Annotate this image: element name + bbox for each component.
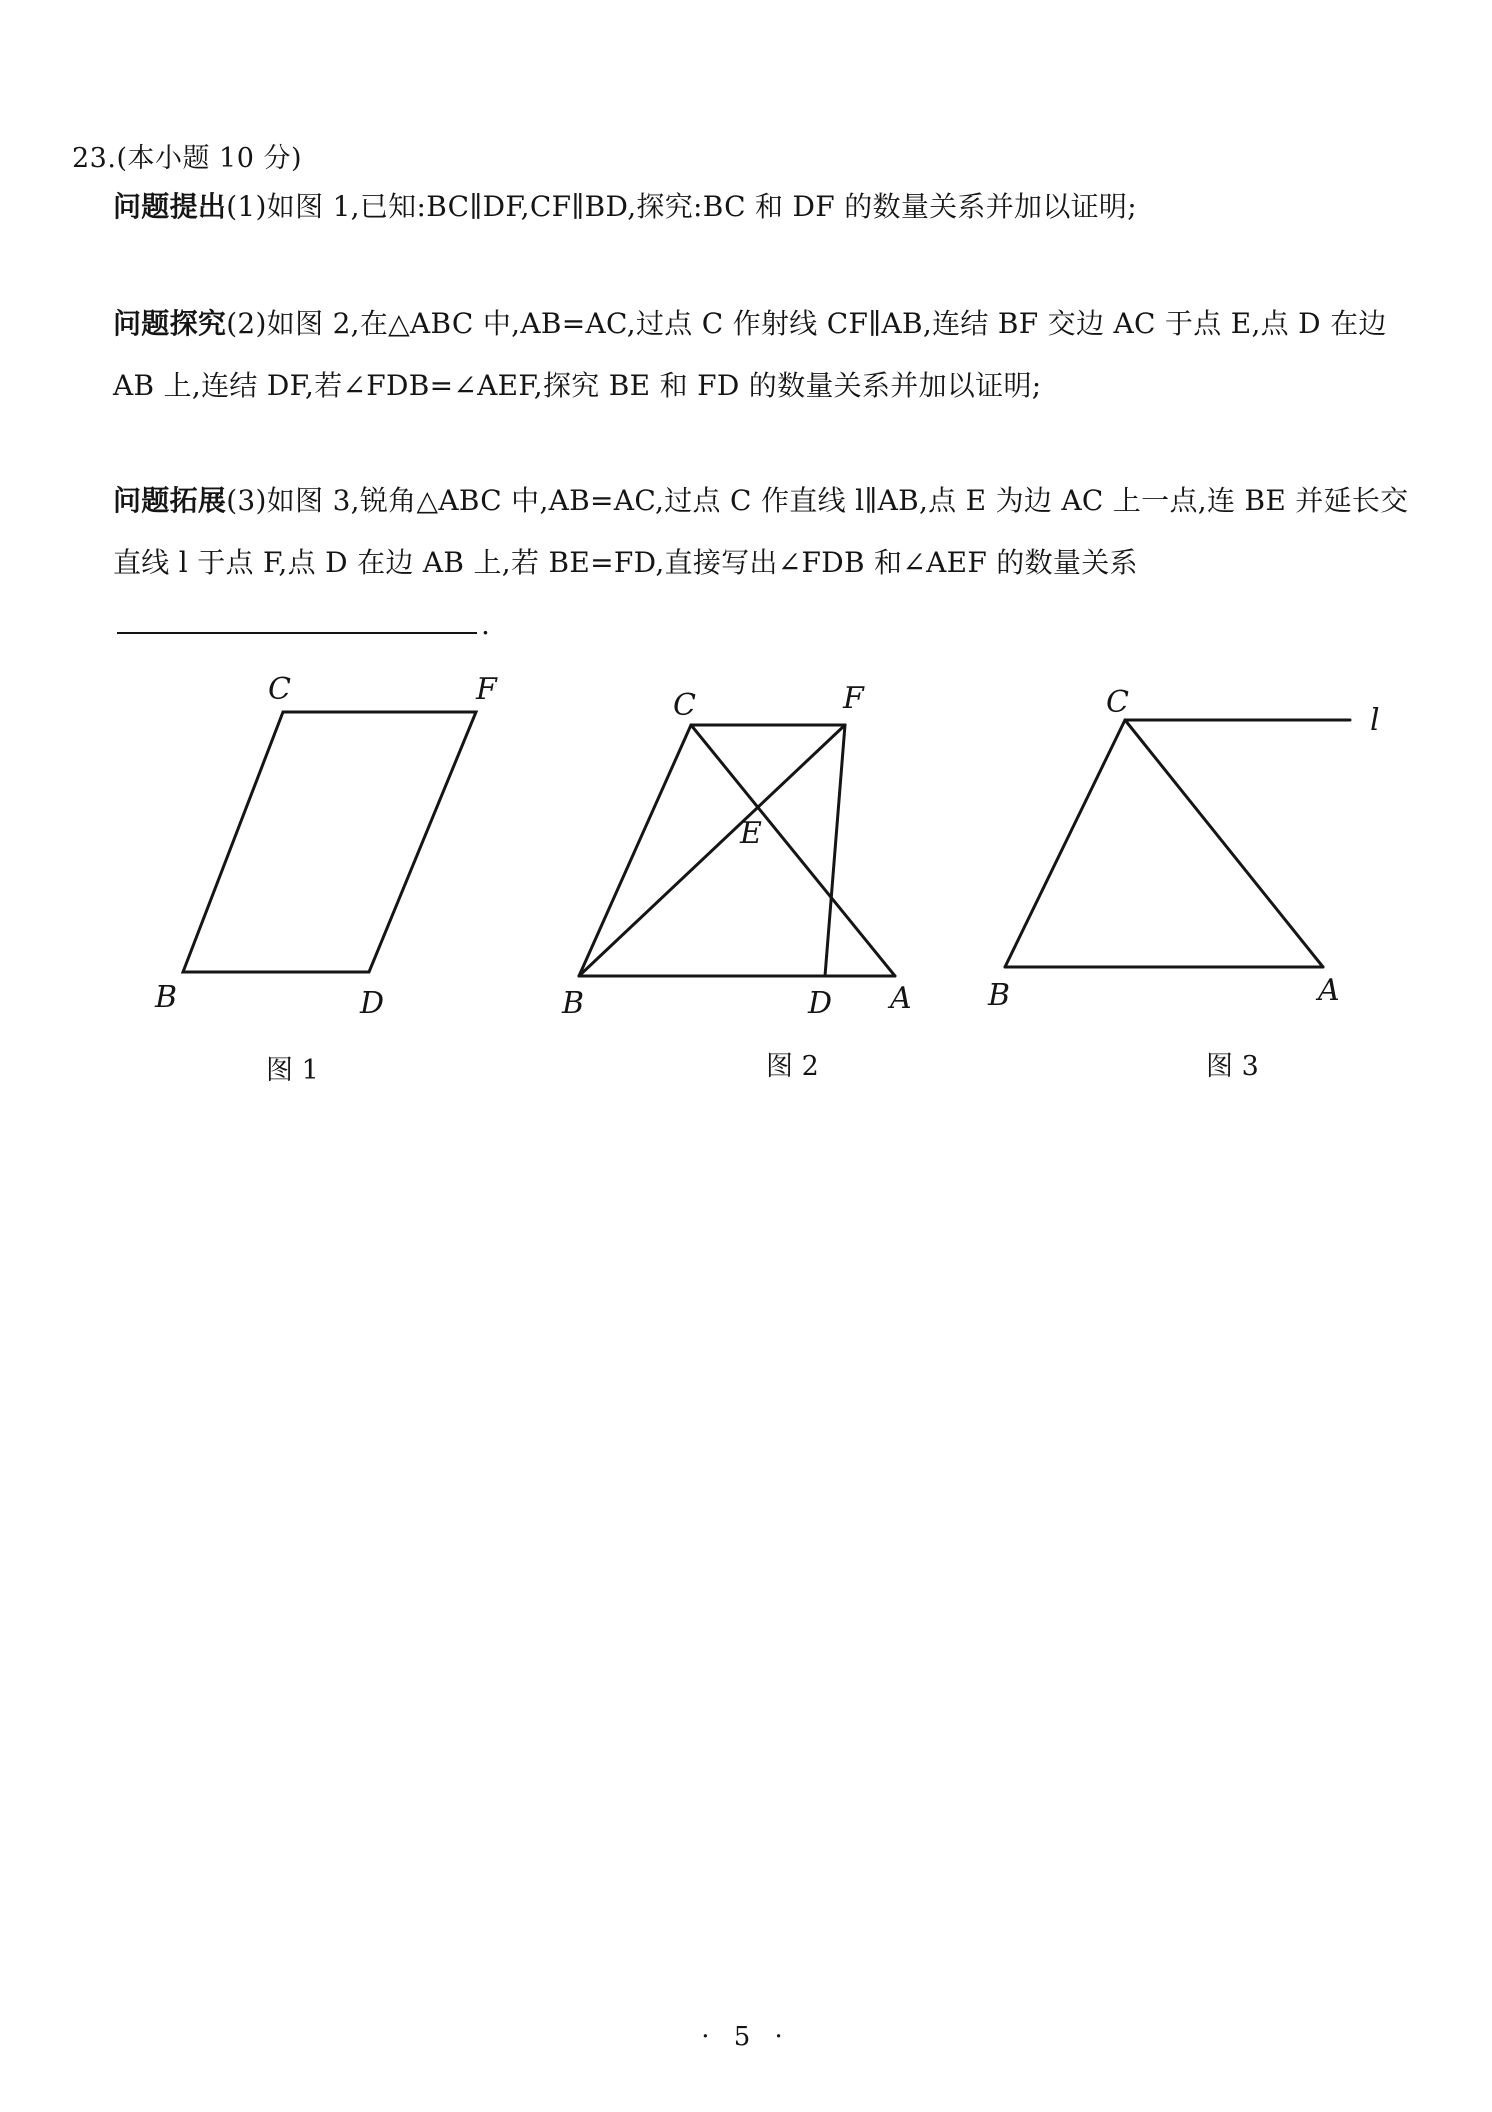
segment-cb <box>1005 720 1125 967</box>
figure-3 <box>960 670 1400 1040</box>
question-header: 23.(本小题 10 分) <box>72 143 303 174</box>
label-f: F <box>476 672 497 707</box>
label-d: D <box>360 986 385 1021</box>
part2-paragraph <box>113 293 1413 417</box>
part1-lead: 问题提出 <box>113 190 227 223</box>
label-d: D <box>808 986 833 1021</box>
part3-text-end: . <box>481 608 491 641</box>
figure-2 <box>540 670 940 1040</box>
figure-1-caption: 图 1 <box>266 1055 319 1086</box>
segment-ca <box>691 725 895 976</box>
label-a: A <box>1318 973 1340 1008</box>
label-b: B <box>562 986 585 1021</box>
part2-text: (2)如图 2,在△ABC 中,AB=AC,过点 C 作射线 CF∥AB,连结 BF 交边 AC 于点 E,点 D 在边 AB 上,连结 DF,若∠FDB=∠AEF,探究 BE 和 FD 的数量关系并加以证明; <box>113 307 1387 402</box>
segment-df <box>825 725 845 976</box>
segment-ca <box>1125 720 1323 967</box>
label-b: B <box>988 978 1011 1013</box>
part1-text: (1)如图 1,已知:BC∥DF,CF∥BD,探究:BC 和 DF 的数量关系并加以证明; <box>226 190 1137 223</box>
part3-text: (3)如图 3,锐角△ABC 中,AB=AC,过点 C 作直线 l∥AB,点 E 为边 AC 上一点,连 BE 并延长交直线 l 于点 F,点 D 在边 AB 上,若 BE=FD,直接写出∠FDB 和∠AEF 的数量关系 <box>113 484 1409 579</box>
figure-1 <box>140 670 520 1040</box>
figure-3-caption: 图 3 <box>1206 1051 1259 1082</box>
segment-cb <box>579 725 691 976</box>
page-number: · 5 · <box>701 2022 791 2052</box>
label-c: C <box>673 688 696 723</box>
label-c: C <box>268 672 291 707</box>
part1-paragraph <box>113 176 1413 238</box>
part3-paragraph <box>113 470 1413 656</box>
label-b: B <box>155 980 178 1015</box>
part3-lead: 问题拓展 <box>113 484 227 517</box>
segment-bf <box>579 725 845 976</box>
figure-2-caption: 图 2 <box>766 1051 819 1082</box>
answer-blank[interactable] <box>117 602 477 634</box>
label-f: F <box>843 681 864 716</box>
parallelogram-cfdb <box>183 712 476 972</box>
label-c: C <box>1106 685 1129 720</box>
label-e: E <box>740 816 762 851</box>
label-l: l <box>1370 703 1380 738</box>
label-a: A <box>890 981 912 1016</box>
part2-lead: 问题探究 <box>113 307 227 340</box>
